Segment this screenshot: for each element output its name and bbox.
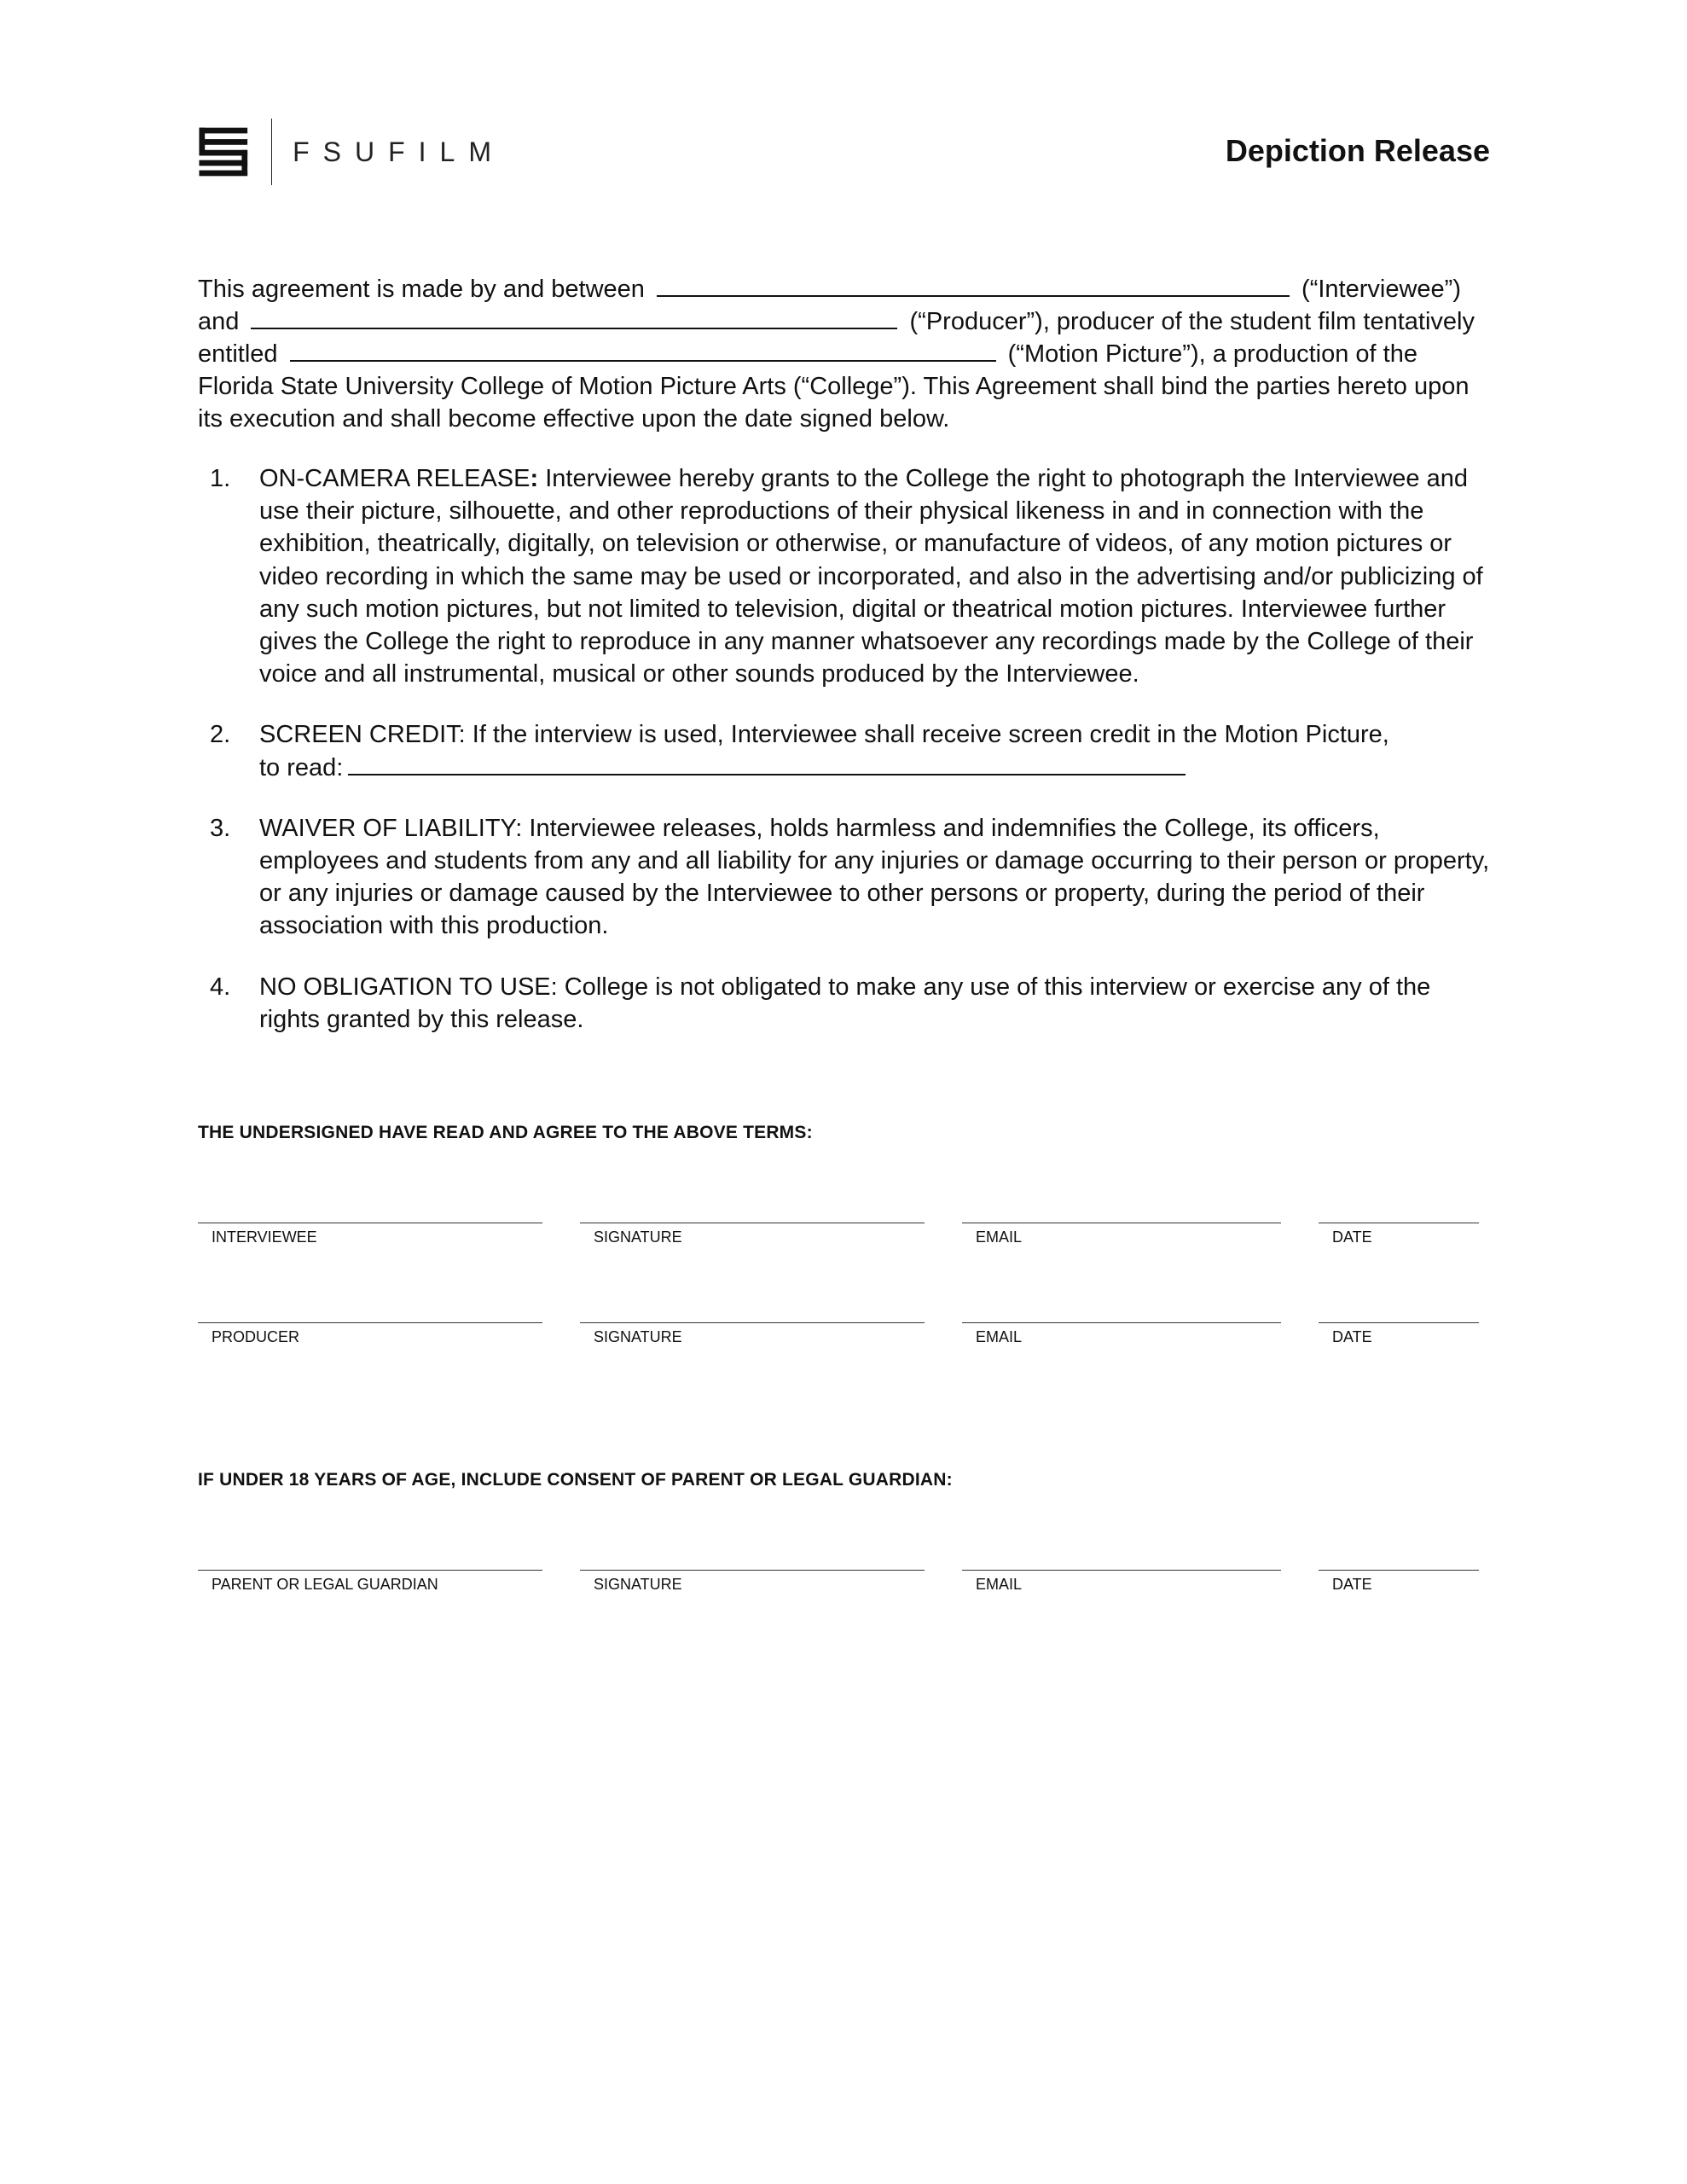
producer-email-field[interactable] [962,1322,1281,1345]
term-text: NO OBLIGATION TO USE: College is not obligated to make any use of this interview or exercise any of the rights granted by this release. [259,973,1431,1033]
guardian-signature-row [198,1570,1486,1604]
agree-heading: THE UNDERSIGNED HAVE READ AND AGREE TO THE ABOVE TERMS: [198,1123,813,1142]
term-colon: : [530,465,539,492]
logo-text: FSUFILM [293,136,505,167]
producer-name-field[interactable] [198,1322,542,1345]
screen-credit-label: to read: [259,753,344,781]
intro-line-2 [198,305,1494,338]
fsu-film-logo [198,116,505,188]
term-item [198,718,1494,783]
field-label: DATE [1332,1328,1372,1345]
term-text [259,462,1494,690]
term-body: Interviewee hereby grants to the College the right to photograph the Interviewee and use their picture, silhouette, and other reproductions of their physical likeness in and in connection with the exhibition, theatrically, digitally, on television or otherwise, or manufacture of videos, of any motion pictures or video recording in which the same may be used or incorporated, and also in the advertising and/or publicizing of any such motion pictures, but not limited to television, digital or theatrical motion pictures. Interviewee further gives the College the right to reproduce in any manner whatsoever any recordings made by the College of their voice and all instrumental, musical or other sounds produced by the Interviewee. [259,465,1483,688]
intro-text: This agreement is made by and between [198,276,645,303]
term-heading: ON-CAMERA RELEASE [259,465,530,492]
guardian-date-field[interactable] [1319,1570,1479,1593]
intro-line-1 [198,273,1494,305]
producer-signature-row [198,1322,1486,1356]
intro-text: (“Producer”), producer of the student film tentatively [909,308,1475,335]
term-item [198,462,1494,690]
field-label: EMAIL [976,1228,1023,1246]
field-label: DATE [1332,1228,1372,1246]
term-number: 2. [210,721,231,749]
term-number: 3. [210,814,231,842]
guardian-signature-field[interactable] [580,1570,925,1593]
guardian-email-field[interactable] [962,1570,1281,1593]
logo-divider [271,119,272,185]
term-item [198,812,1494,943]
screen-credit-blank[interactable] [348,752,1186,775]
term-text: WAIVER OF LIABILITY: Interviewee releases, holds harmless and indemnifies the College, its officers, employees and students from any and all liability for any injuries or damage occurring to their person or property, or any injuries or damage caused by the Interviewee to other persons or property, during the period of their association with this production. [259,814,1490,940]
intro-text: (“Interviewee”) [1301,276,1461,303]
term-text-line-2 [259,752,1494,784]
interviewee-signature-row [198,1223,1486,1257]
field-label: PRODUCER [212,1328,300,1345]
field-label: EMAIL [976,1328,1023,1345]
field-label: SIGNATURE [594,1576,682,1593]
interviewee-name-blank[interactable] [657,273,1290,297]
guardian-name-field[interactable] [198,1570,542,1593]
producer-name-blank[interactable] [251,305,897,329]
intro-text: (“Motion Picture”), a production of the [1007,340,1417,368]
film-title-blank[interactable] [290,338,996,362]
producer-date-field[interactable] [1319,1322,1479,1345]
field-label: SIGNATURE [594,1328,682,1345]
term-number: 4. [210,973,231,1001]
intro-text: and [198,308,240,335]
term-text: SCREEN CREDIT: If the interview is used, Interviewee shall receive screen credit in the Motion Picture, [259,721,1389,749]
fsu-logo-mark-icon [198,118,249,186]
field-label: DATE [1332,1576,1372,1593]
field-label: SIGNATURE [594,1228,682,1246]
intro-paragraph [198,273,1494,435]
document-title: Depiction Release [1225,133,1490,168]
field-label: INTERVIEWEE [212,1228,317,1246]
field-label: EMAIL [976,1576,1023,1593]
intro-line-3 [198,338,1494,370]
terms-list [198,462,1494,1064]
term-number: 1. [210,465,231,492]
term-item [198,971,1494,1036]
intro-line-5: its execution and shall become effective upon the date signed below. [198,405,950,433]
intro-text: entitled [198,340,278,368]
intro-line-4: Florida State University College of Motion Picture Arts (“College”). This Agreement shall bind the parties hereto upon [198,373,1470,400]
producer-signature-field[interactable] [580,1322,925,1345]
minor-consent-heading: IF UNDER 18 YEARS OF AGE, INCLUDE CONSENT OF PARENT OR LEGAL GUARDIAN: [198,1470,953,1490]
field-label: PARENT OR LEGAL GUARDIAN [212,1576,438,1593]
